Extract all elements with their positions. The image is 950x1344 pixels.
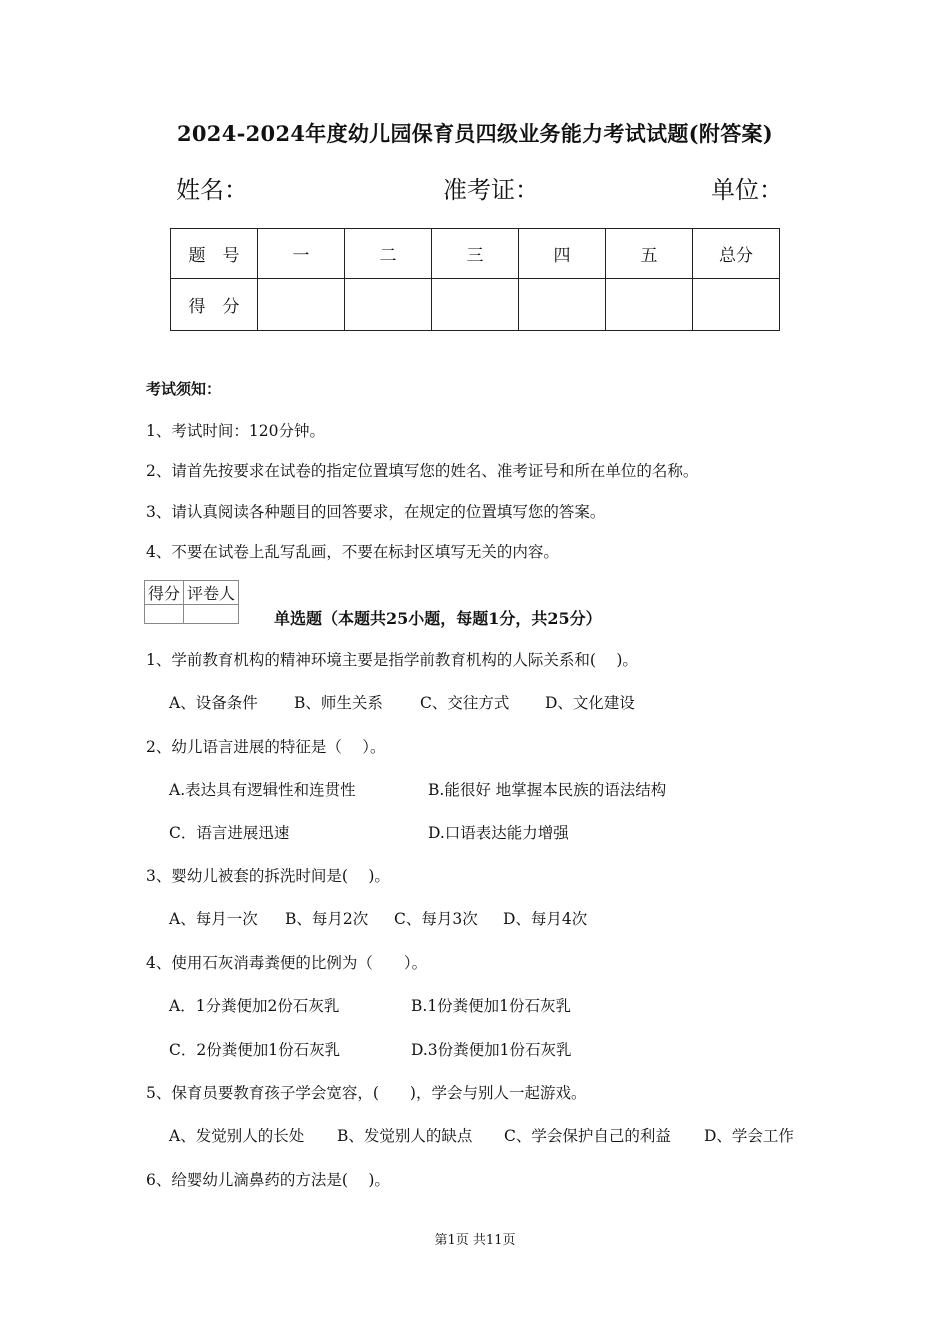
option-5d[interactable]: D、学会工作: [704, 1127, 794, 1145]
score-header-cell: 四: [519, 229, 606, 279]
option-4a[interactable]: A．1分粪便加2份石灰乳: [169, 997, 340, 1015]
question-4: 4、使用石灰消毒粪便的比例为（ ）。: [146, 954, 428, 972]
option-3c[interactable]: C、每月3次: [394, 910, 478, 928]
option-4d[interactable]: D.3份粪便加1份石灰乳: [411, 1041, 572, 1059]
score-cell[interactable]: [432, 279, 519, 331]
score-header-cell: 三: [432, 229, 519, 279]
question-2: 2、幼儿语言进展的特征是（ ）。: [146, 738, 386, 756]
question-5: 5、保育员要教育孩子学会宽容，( )，学会与别人一起游戏。: [146, 1084, 587, 1102]
exam-title: 2024-2024年度幼儿园保育员四级业务能力考试试题(附答案): [176, 121, 774, 146]
option-5b[interactable]: B、发觉别人的缺点: [337, 1127, 473, 1145]
question-6: 6、给婴幼儿滴鼻药的方法是( )。: [146, 1171, 390, 1189]
grader-score-label: 得分: [145, 581, 184, 605]
option-1d[interactable]: D、文化建设: [545, 694, 635, 712]
unit-label: 单位：: [711, 176, 783, 204]
grader-reviewer-cell[interactable]: [184, 605, 239, 624]
question-1: 1、学前教育机构的精神环境主要是指学前教育机构的人际关系和( )。: [146, 651, 638, 669]
option-4c[interactable]: C．2份粪便加1份石灰乳: [169, 1041, 341, 1059]
option-3d[interactable]: D、每月4次: [503, 910, 588, 928]
score-cell[interactable]: [606, 279, 693, 331]
score-header-cell: 题 号: [171, 229, 258, 279]
score-row-label: 得 分: [171, 279, 258, 331]
notice-item: 2、请首先按要求在试卷的指定位置填写您的姓名、准考证号和所在单位的名称。: [146, 462, 699, 480]
grader-box: [144, 580, 239, 624]
question-3: 3、婴幼儿被套的拆洗时间是( )。: [146, 867, 390, 885]
score-cell[interactable]: [258, 279, 345, 331]
option-3b[interactable]: B、每月2次: [285, 910, 369, 928]
option-2b[interactable]: B.能很好 地掌握本民族的语法结构: [428, 781, 667, 799]
grader-reviewer-label: 评卷人: [184, 581, 239, 605]
notice-item: 3、请认真阅读各种题目的回答要求，在规定的位置填写您的答案。: [146, 503, 606, 521]
score-table: [170, 228, 780, 331]
section-heading: 单选题（本题共25小题，每题1分，共25分）: [274, 609, 602, 628]
score-cell[interactable]: [345, 279, 432, 331]
grader-score-cell[interactable]: [145, 605, 184, 624]
notice-heading: 考试须知：: [146, 380, 222, 398]
option-4b[interactable]: B.1份粪便加1份石灰乳: [411, 997, 572, 1015]
option-2d[interactable]: D.口语表达能力增强: [428, 824, 569, 842]
notice-item: 4、不要在试卷上乱写乱画，不要在标封区填写无关的内容。: [146, 543, 559, 561]
score-header-cell: 总分: [693, 229, 780, 279]
score-header-cell: 一: [258, 229, 345, 279]
score-cell[interactable]: [693, 279, 780, 331]
score-table-header-row: [171, 229, 780, 279]
score-header-cell: 五: [606, 229, 693, 279]
option-2a[interactable]: A.表达具有逻辑性和连贯性: [169, 781, 356, 799]
option-1b[interactable]: B、师生关系: [294, 694, 383, 712]
page-footer: 第1页 共11页: [434, 1233, 516, 1248]
option-5a[interactable]: A、发觉别人的长处: [169, 1127, 305, 1145]
option-5c[interactable]: C、学会保护自己的利益: [504, 1127, 671, 1145]
score-header-cell: 二: [345, 229, 432, 279]
option-1a[interactable]: A、设备条件: [169, 694, 258, 712]
score-cell[interactable]: [519, 279, 606, 331]
exam-id-label: 准考证：: [443, 176, 539, 204]
name-label: 姓名：: [176, 176, 248, 204]
option-3a[interactable]: A、每月一次: [169, 910, 258, 928]
notice-item: 1、考试时间：120分钟。: [146, 422, 325, 440]
score-table-score-row: [171, 279, 780, 331]
option-1c[interactable]: C、交往方式: [420, 694, 510, 712]
option-2c[interactable]: C．语言进展迅速: [169, 824, 290, 842]
